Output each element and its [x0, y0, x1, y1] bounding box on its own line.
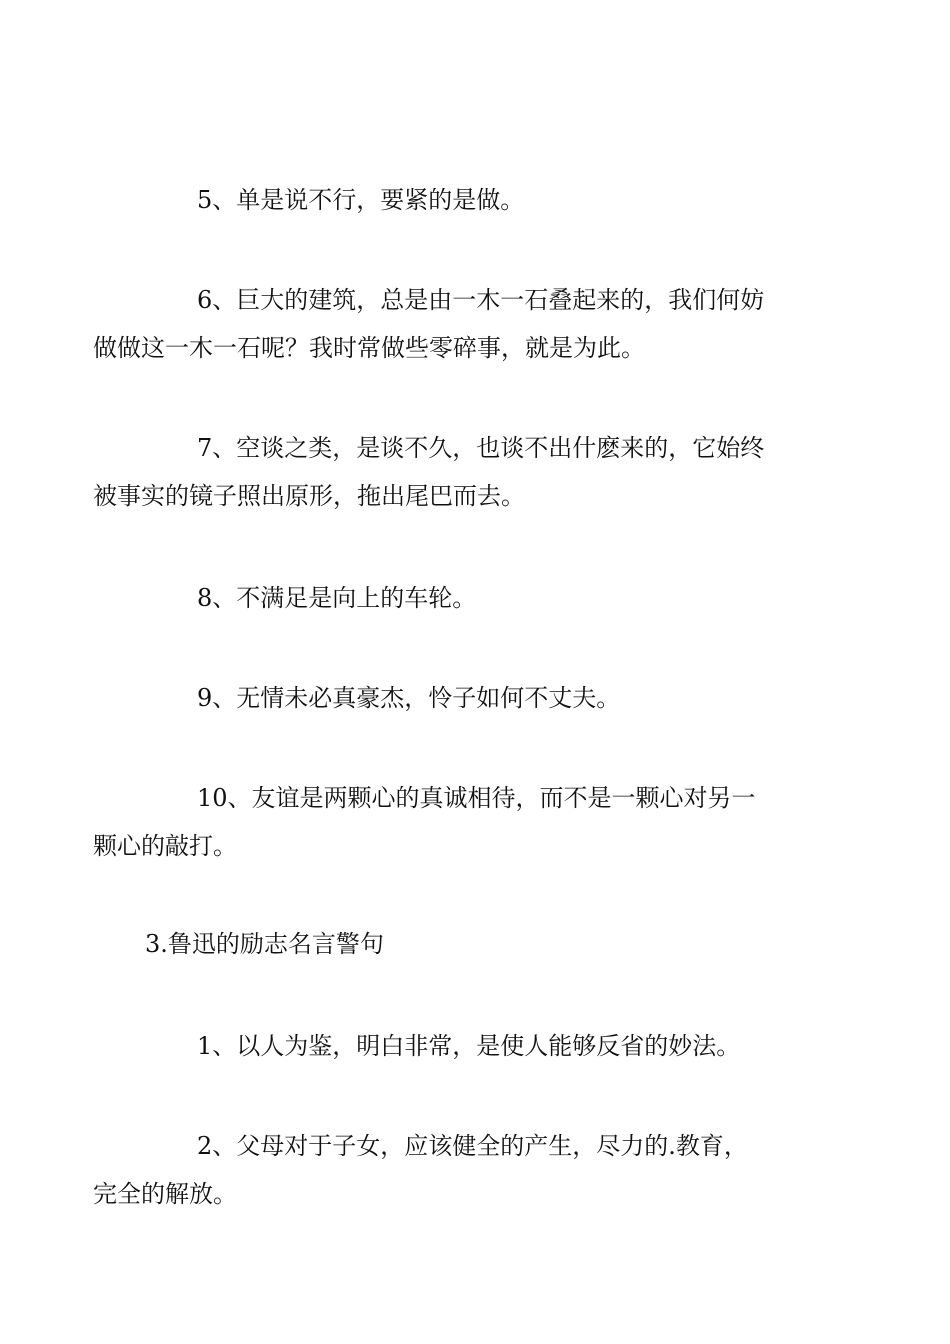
- quote-item-5: [145, 176, 810, 224]
- quote-line: 5、单是说不行，要紧的是做。: [197, 186, 525, 214]
- quote-item-9: [145, 674, 810, 722]
- quote-line: 做做这一木一石呢？我时常做些零碎事，就是为此。: [93, 334, 645, 362]
- quote-line: 10、友谊是两颗心的真诚相待，而不是一颗心对另一: [197, 784, 756, 812]
- quote-item-10: [93, 774, 810, 870]
- quote-line: 2、父母对于子女，应该健全的产生，尽力的.教育，: [197, 1132, 748, 1160]
- quote-line: 8、不满足是向上的车轮。: [197, 584, 477, 612]
- quote-line: 9、无情未必真豪杰，怜子如何不丈夫。: [197, 684, 621, 712]
- section-quote-item-2: [93, 1122, 810, 1218]
- quote-line: 被事实的镜子照出原形，拖出尾巴而去。: [93, 482, 525, 510]
- quote-line: 颗心的敲打。: [93, 832, 237, 860]
- quote-item-8: [145, 574, 810, 622]
- quote-item-7: [93, 424, 810, 520]
- quote-line: 6、巨大的建筑，总是由一木一石叠起来的，我们何妨: [197, 286, 765, 314]
- quote-line: 1、以人为鉴，明白非常，是使人能够反省的妙法。: [197, 1032, 741, 1060]
- quote-line: 完全的解放。: [93, 1180, 237, 1208]
- section-quote-item-1: [145, 1022, 810, 1070]
- quote-line: 7、空谈之类，是谈不久，也谈不出什麽来的，它始终: [197, 434, 765, 462]
- quote-item-6: [93, 276, 810, 372]
- section-heading: 3.鲁迅的励志名言警句: [145, 930, 384, 958]
